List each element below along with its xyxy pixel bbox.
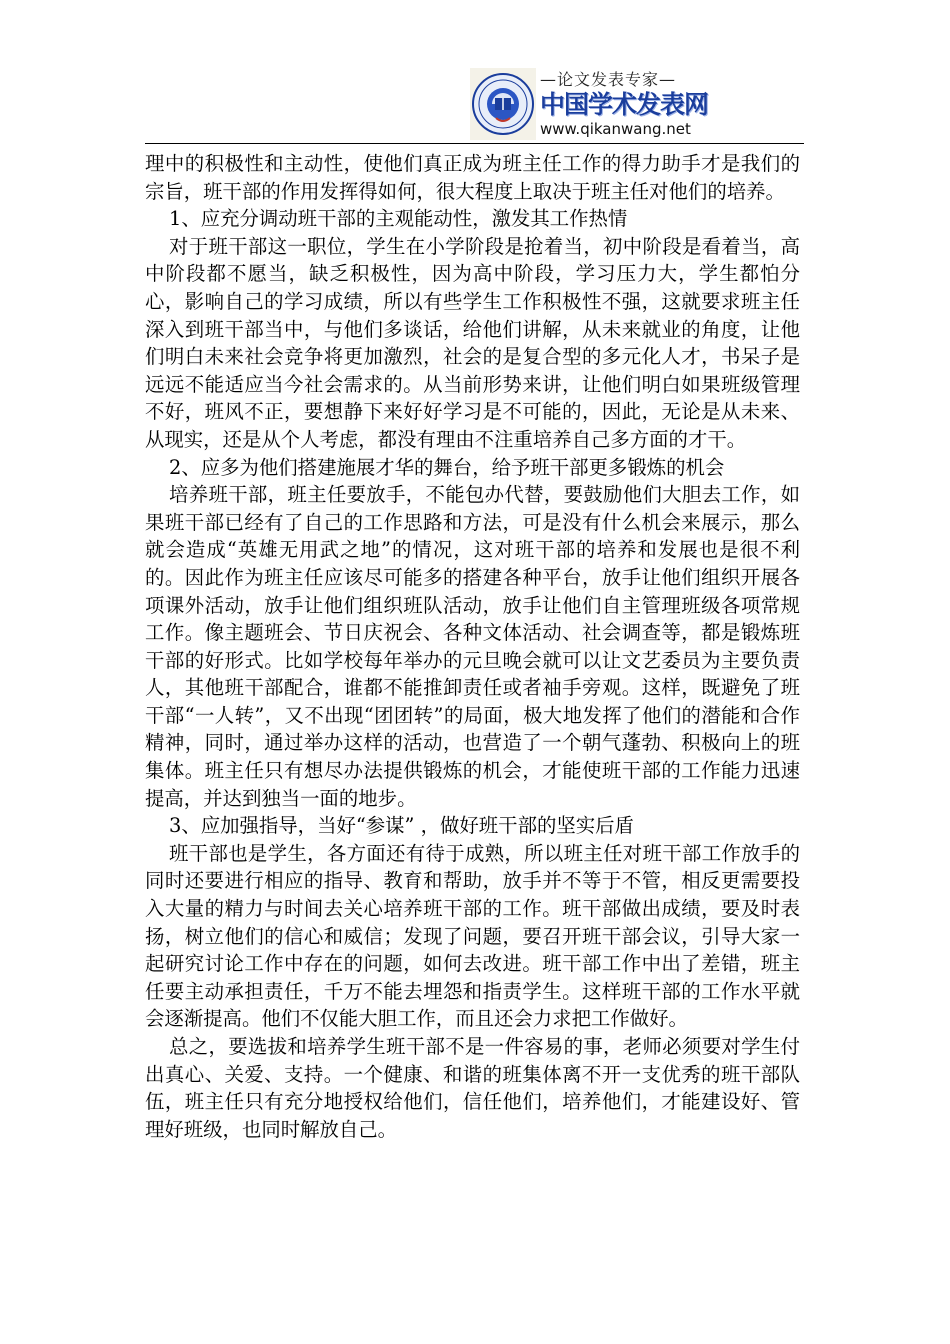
section-heading-2: 2、应多为他们搭建施展才华的舞台，给予班干部更多锻炼的机会 [169, 455, 725, 479]
paragraph-3: 班干部也是学生，各方面还有待于成熟，所以班主任对班干部工作放手的同时还要进行相应的指导、教育和帮助，放手并不等于不管，相反更需要投入大量的精力与时间去关心培养班干部的工作。班干部做出成绩，要及时表扬，树立他们的信心和威信；发现了问题，要召开班干部会议，引导大家一起研究讨论工作中存在的问题，如何去改进。班干部工作中出了差错，班主任要主动承担责任，千万不能去埋怨和指责学生。这样班干部的工作水平就会逐渐提高。他们不仅能大胆工作，而且还会力求把工作做好。 [145, 841, 800, 1031]
paragraph-1: 对于班干部这一职位，学生在小学阶段是抢着当，初中阶段是看着当，高中阶段都不愿当，缺乏积极性，因为高中阶段，学习压力大，学生都怕分心，影响自己的学习成绩，所以有些学生工作积极性不强，这就要求班主任深入到班干部当中，与他们多谈话，给他们讲解，从未来就业的角度，让他们明白未来社会竞争将更加激烈，社会的是复合型的多元化人才，书呆子是远远不能适应当今社会需求的。从当前形势来讲，让他们明白如果班级管理不好，班风不正，要想静下来好好学习是不可能的，因此，无论是从未来、从现实，还是从个人考虑，都没有理由不注重培养自己多方面的才干。 [145, 234, 800, 451]
logo-slogan: —论文发表专家— [540, 70, 677, 89]
paragraph-intro: 理中的积极性和主动性，使他们真正成为班主任工作的得力助手才是我们的宗旨，班干部的作用发挥得如何，很大程度上取决于班主任对他们的培养。 [145, 152, 800, 203]
header-divider [145, 143, 804, 144]
paragraph-2: 培养班干部，班主任要放手，不能包办代替，要鼓励他们大胆去工作，如果班干部已经有了自己的工作思路和方法，可是没有什么机会来展示，那么就会造成“英雄无用武之地”的情况，这对班干部的培养和发展也是很不利的。因此作为班主任应该尽可能多的搭建各种平台，放手让他们组织开展各项课外活动，放手让他们组织班队活动，放手让他们自主管理班级各项常规工作。像主题班会、节日庆祝会、各种文体活动、社会调查等，都是锻炼班干部的好形式。比如学校每年举办的元旦晚会就可以让文艺委员为主要负责人，其他班干部配合，谁都不能推卸责任或者袖手旁观。这样，既避免了班干部“一人转”，又不出现“团团转”的局面，极大地发挥了他们的潜能和合作精神，同时，通过举办这样的活动，也营造了一个朝气蓬勃、积极向上的班集体。班主任只有想尽办法提供锻炼的机会，才能使班干部的工作能力迅速提高，并达到独当一面的地步。 [145, 483, 800, 810]
site-logo[interactable] [470, 68, 709, 140]
logo-brand-name: 中国学术发表网 [540, 90, 709, 119]
paragraph-conclusion: 总之，要选拔和培养学生班干部不是一件容易的事，老师必须要对学生付出真心、关爱、支持。一个健康、和谐的班集体离不开一支优秀的班干部队伍，班主任只有充分地授权给他们，信任他们，培养他们，才能建设好、管理好班级，也同时解放自己。 [145, 1035, 800, 1141]
section-heading-1: 1、应充分调动班干部的主观能动性，激发其工作热情 [169, 207, 628, 231]
logo-banner [536, 68, 708, 140]
logo-url[interactable]: www.qikanwang.net [540, 120, 691, 138]
seal-emblem-icon [470, 68, 536, 140]
section-heading-3: 3、应加强指导，当好“参谋” ，做好班干部的坚实后盾 [169, 814, 634, 838]
article-body [145, 150, 800, 1143]
